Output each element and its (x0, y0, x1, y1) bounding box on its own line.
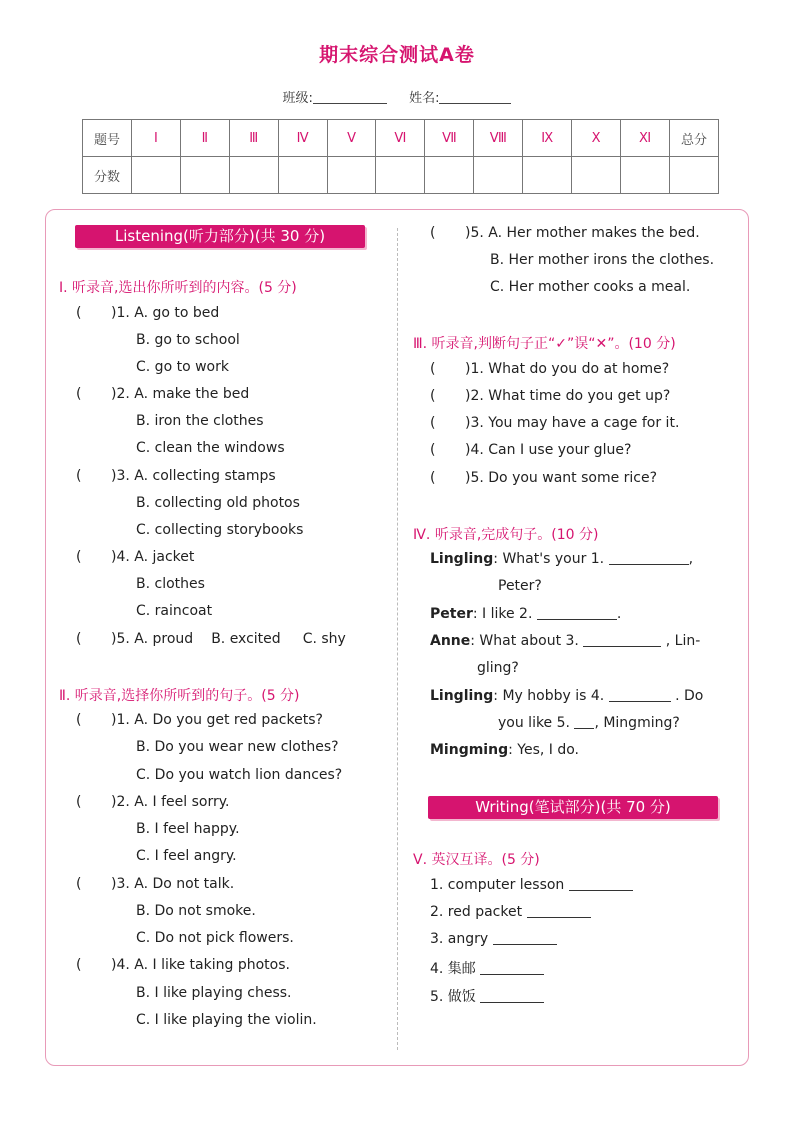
dialog-text: : My hobby is 4. (493, 688, 609, 704)
item-text: 5. 做饭 (430, 989, 481, 1005)
item-text: 2. red packet (430, 904, 527, 920)
s2-q5-c: C. Her mother cooks a meal. (490, 279, 691, 295)
answer-blank[interactable] (527, 917, 591, 918)
section-1-heading: Ⅰ. 听录音,选出你所听到的内容。(5 分) (59, 280, 297, 296)
score-cell[interactable] (425, 157, 474, 194)
s5-item-3 (430, 931, 557, 947)
item-text: 1. computer lesson (430, 877, 569, 893)
col-2: Ⅱ (180, 120, 229, 157)
class-blank[interactable] (313, 103, 387, 104)
name-label: 姓名: (409, 91, 440, 106)
score-table-score-row (83, 157, 719, 194)
s2-q2-c: C. I feel angry. (136, 848, 237, 864)
blank-3[interactable] (583, 646, 661, 647)
score-table-header-row (83, 120, 719, 157)
s3-q1: )1. What do you do at home? (465, 361, 670, 377)
answer-paren[interactable]: ( (76, 549, 82, 565)
col-7: Ⅶ (425, 120, 474, 157)
s5-item-5 (430, 986, 544, 1006)
blank-5[interactable] (574, 728, 594, 729)
s2-q4-c: C. I like playing the violin. (136, 1012, 317, 1028)
option-a: A. Her mother makes the bed. (488, 225, 700, 241)
col-4: Ⅳ (278, 120, 327, 157)
score-cell[interactable] (669, 157, 718, 194)
s2-q3-b: B. Do not smoke. (136, 903, 256, 919)
option-b: B. excited (211, 631, 281, 647)
s2-q2-a (111, 794, 229, 810)
section-4-heading: Ⅳ. 听录音,完成句子。(10 分) (413, 527, 599, 543)
score-cell[interactable] (572, 157, 621, 194)
col-9: Ⅸ (523, 120, 572, 157)
answer-paren[interactable]: ( (430, 225, 436, 241)
score-cell[interactable] (229, 157, 278, 194)
dialog-text: . (616, 606, 622, 622)
section-5-heading: Ⅴ. 英汉互译。(5 分) (413, 852, 540, 868)
q-number: )5. (111, 631, 130, 647)
s2-q4-a (111, 957, 290, 973)
score-table (82, 119, 719, 194)
s2-q5-a (465, 225, 700, 241)
option-a: A. I feel sorry. (134, 794, 230, 810)
col-10: Ⅹ (572, 120, 621, 157)
s3-q5: )5. Do you want some rice? (465, 470, 658, 486)
column-divider (397, 228, 398, 1050)
s5-item-1 (430, 877, 633, 893)
col-1: Ⅰ (131, 120, 180, 157)
s3-q3: )3. You may have a cage for it. (465, 415, 680, 431)
s1-q1-a (111, 305, 219, 321)
page-title: 期末综合测试A卷 (319, 44, 475, 66)
answer-blank[interactable] (480, 1002, 544, 1003)
answer-paren[interactable]: ( (76, 386, 82, 402)
s2-q1-b: B. Do you wear new clothes? (136, 739, 339, 755)
dialog-text: . Do (670, 688, 704, 704)
option-a: A. Do you get red packets? (134, 712, 323, 728)
class-label: 班级: (282, 91, 313, 106)
q-number: )4. (111, 549, 130, 565)
dialog-line-2 (430, 606, 621, 622)
s2-q2-b: B. I feel happy. (136, 821, 240, 837)
s2-q1-c: C. Do you watch lion dances? (136, 767, 343, 783)
s1-q4-c: C. raincoat (136, 603, 213, 619)
s1-q3-c: C. collecting storybooks (136, 522, 304, 538)
score-cell[interactable] (327, 157, 376, 194)
s5-item-2 (430, 904, 591, 920)
listening-banner: Listening(听力部分)(共 30 分) (75, 225, 365, 248)
dialog-line-1b: Peter? (498, 578, 542, 594)
dialog-line-3 (430, 633, 700, 649)
answer-paren[interactable]: ( (430, 470, 436, 486)
score-cell[interactable] (474, 157, 523, 194)
col-11: Ⅺ (621, 120, 670, 157)
name-blank[interactable] (439, 103, 511, 104)
s2-q4-b: B. I like playing chess. (136, 985, 292, 1001)
answer-blank[interactable] (480, 974, 544, 975)
blank-4[interactable] (609, 701, 671, 702)
s1-q4-b: B. clothes (136, 576, 205, 592)
speaker: Lingling (430, 688, 494, 704)
dialog-line-3b: gling? (477, 660, 519, 676)
dialog-line-5 (430, 742, 579, 758)
s1-q2-c: C. clean the windows (136, 440, 285, 456)
dialog-text: : What about 3. (470, 633, 584, 649)
s1-q2-b: B. iron the clothes (136, 413, 264, 429)
s1-q4-a (111, 549, 194, 565)
option-a: A. Do not talk. (134, 876, 235, 892)
answer-paren[interactable]: ( (430, 388, 436, 404)
answer-paren[interactable]: ( (430, 361, 436, 377)
dialog-text: , Mingming? (594, 715, 680, 731)
s3-q2: )2. What time do you get up? (465, 388, 671, 404)
speaker: Mingming (430, 742, 509, 758)
score-cell[interactable] (278, 157, 327, 194)
score-cell[interactable] (131, 157, 180, 194)
option-a: A. make the bed (134, 386, 250, 402)
s2-q5-b: B. Her mother irons the clothes. (490, 252, 715, 268)
item-text: 3. angry (430, 931, 493, 947)
q-number: )3. (111, 876, 130, 892)
s2-q3-a (111, 876, 234, 892)
col-6: Ⅵ (376, 120, 425, 157)
q-number: )1. (111, 305, 130, 321)
score-cell[interactable] (523, 157, 572, 194)
student-info (0, 87, 794, 106)
speaker: Peter (430, 606, 473, 622)
q-number: )4. (111, 957, 130, 973)
answer-paren[interactable]: ( (76, 468, 82, 484)
dialog-line-4b (498, 715, 680, 731)
header-label: 题号 (83, 120, 132, 157)
answer-blank[interactable] (493, 944, 557, 945)
score-cell[interactable] (180, 157, 229, 194)
col-3: Ⅲ (229, 120, 278, 157)
s1-q1-c: C. go to work (136, 359, 229, 375)
option-a: A. collecting stamps (134, 468, 276, 484)
option-a: A. I like taking photos. (134, 957, 290, 973)
blank-1[interactable] (609, 564, 689, 565)
answer-paren[interactable]: ( (430, 442, 436, 458)
total-label: 总分 (669, 120, 718, 157)
dialog-text: , Lin- (661, 633, 701, 649)
answer-paren[interactable]: ( (76, 631, 82, 647)
s5-item-4 (430, 958, 544, 978)
answer-blank[interactable] (569, 890, 633, 891)
answer-paren[interactable]: ( (76, 957, 82, 973)
option-c: C. shy (302, 631, 346, 647)
s2-q3-c: C. Do not pick flowers. (136, 930, 294, 946)
dialog-line-1 (430, 551, 693, 567)
answer-paren[interactable]: ( (76, 876, 82, 892)
s1-q2-a (111, 386, 249, 402)
s2-q1-a (111, 712, 323, 728)
answer-paren[interactable]: ( (76, 794, 82, 810)
score-cell[interactable] (376, 157, 425, 194)
answer-paren[interactable]: ( (430, 415, 436, 431)
q-number: )3. (111, 468, 130, 484)
s1-q3-a (111, 468, 276, 484)
blank-2[interactable] (537, 619, 617, 620)
section-2-heading: Ⅱ. 听录音,选择你所听到的句子。(5 分) (59, 688, 300, 704)
dialog-text: : Yes, I do. (508, 742, 579, 758)
option-a: A. go to bed (134, 305, 220, 321)
dialog-text: : I like 2. (472, 606, 537, 622)
option-a: A. jacket (134, 549, 195, 565)
dialog-text: : What's your 1. (493, 551, 609, 567)
score-cell[interactable] (621, 157, 670, 194)
answer-paren[interactable]: ( (76, 712, 82, 728)
dialog-text: , (688, 551, 694, 567)
section-3-heading: Ⅲ. 听录音,判断句子正“✓”误“✕”。(10 分) (413, 336, 676, 352)
speaker: Lingling (430, 551, 494, 567)
item-text: 4. 集邮 (430, 961, 481, 977)
s3-q4: )4. Can I use your glue? (465, 442, 632, 458)
s1-q5 (111, 631, 346, 647)
q-number: )2. (111, 794, 130, 810)
q-number: )5. (465, 225, 484, 241)
writing-banner: Writing(笔试部分)(共 70 分) (428, 796, 718, 819)
q-number: )2. (111, 386, 130, 402)
col-5: Ⅴ (327, 120, 376, 157)
option-a: A. proud (134, 631, 194, 647)
dialog-text: you like 5. (498, 715, 575, 731)
s1-q1-b: B. go to school (136, 332, 240, 348)
dialog-line-4 (430, 688, 703, 704)
answer-paren[interactable]: ( (76, 305, 82, 321)
score-label: 分数 (83, 157, 132, 194)
q-number: )1. (111, 712, 130, 728)
s1-q3-b: B. collecting old photos (136, 495, 300, 511)
col-8: Ⅷ (474, 120, 523, 157)
speaker: Anne (430, 633, 471, 649)
